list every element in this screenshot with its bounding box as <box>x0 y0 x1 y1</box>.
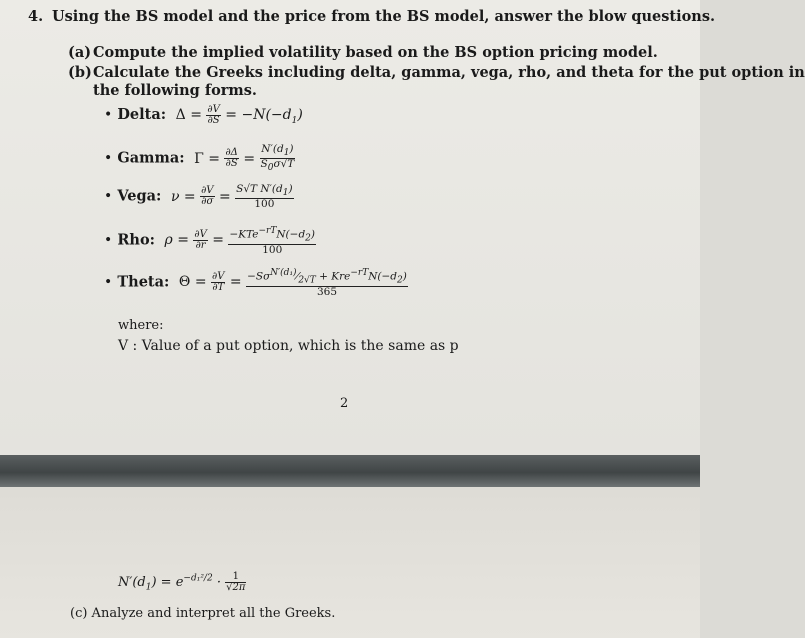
part-b-text-line1: Calculate the Greeks including delta, gamma, vega, rho, and theta for the put option in <box>93 64 805 81</box>
greek-theta-item <box>104 268 408 297</box>
greek-gamma-label: Gamma: <box>117 149 185 167</box>
part-a-label: (a) <box>68 44 92 61</box>
greek-delta-item <box>104 104 303 126</box>
greek-theta-label: Theta: <box>117 273 170 291</box>
bullet-icon: • <box>104 107 113 123</box>
bullet-icon: • <box>104 274 113 291</box>
greek-vega-formula: ν = $\frac{\partial V}{\partial\sigma}$ = $\frac{S√T N'(d_1)}{100}$ <box>170 183 293 211</box>
bullet-icon: • <box>104 188 113 205</box>
part-a-text: Compute the implied volatility based on the BS option pricing model. <box>93 44 658 61</box>
greek-rho-formula: ρ = $\frac{\partial V}{\partial r}$ = $\frac{-KTe^{-rT}N(-d_2)}{100}$ <box>164 226 316 256</box>
bullet-icon: • <box>104 232 113 249</box>
greek-delta-formula: Δ = $\frac{\partial V}{\partial S}$ = $-N(-d_1)$ <box>171 103 303 126</box>
page-number: 2 <box>340 396 349 411</box>
nd1-formula: $N'(d_1) = e^{-d_1^2/2}$ · $\frac{1}{√2\pi}$ <box>118 571 246 593</box>
greek-theta-formula: Θ = $\frac{\partial V}{\partial T}$ = $\frac{-S\sigma^{N'(d_1)}⁄_{2√T} + Kre^{-rT}N(-d_2)}{365}$ <box>174 268 407 298</box>
part-c-text: (c) Analyze and interpret all the Greeks. <box>70 606 336 621</box>
question-text: Using the BS model and the price from the BS model, answer the blow questions. <box>52 8 716 25</box>
where-label: where: <box>118 318 164 333</box>
page-divider <box>0 455 700 487</box>
greek-rho-label: Rho: <box>117 231 155 249</box>
question-number: 4. <box>28 8 44 25</box>
bullet-icon: • <box>104 150 113 167</box>
greek-rho-item <box>104 226 316 255</box>
part-b-label: (b) <box>68 64 92 81</box>
greek-vega-item <box>104 184 294 209</box>
where-text: V : Value of a put option, which is the same as p <box>118 338 459 354</box>
greek-gamma-formula: Γ = $\frac{\partial\Delta}{\partial S}$ = $\frac{N'(d_1)}{S_0\sigma√T}$ <box>189 143 295 174</box>
greek-vega-label: Vega: <box>117 187 162 205</box>
greek-gamma-item <box>104 144 295 173</box>
part-b-text-line2: the following forms. <box>93 82 257 99</box>
greek-delta-label: Delta: <box>117 106 167 123</box>
